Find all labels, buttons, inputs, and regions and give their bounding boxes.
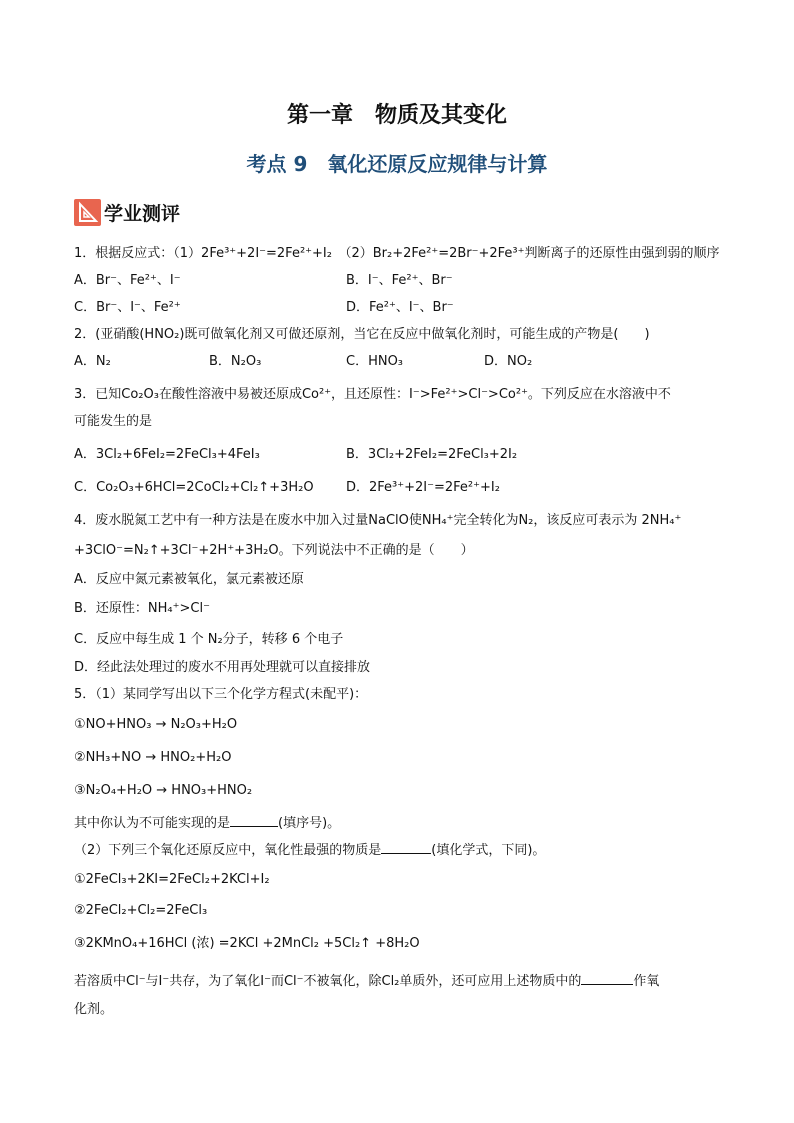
q5-final-line2: 化剂。	[74, 1002, 114, 1017]
q4-stem-line1: 4．废水脱氮工艺中有一种方法是在废水中加入过量NaClO使NH₄⁺完全转化为N₂，该反应可表示为 2NH₄⁺	[74, 513, 682, 528]
q1-option-d: D．Fe²⁺、I⁻、Br⁻	[346, 300, 454, 315]
q2-option-c: C．HNO₃	[346, 354, 404, 369]
q1-option-c: C．Br⁻、I⁻、Fe²⁺	[74, 300, 181, 315]
q2-option-b: B．N₂O₃	[209, 354, 262, 369]
q5-part2-suffix: (填化学式，下同)。	[431, 843, 546, 858]
topic-subtitle: 考点 9 氧化还原反应规律与计算	[246, 152, 548, 176]
q5-reaction-1: ①2FeCl₃+2KI=2FeCl₂+2KCl+I₂	[74, 872, 270, 887]
q3-option-d: D．2Fe³⁺+2I⁻=2Fe²⁺+I₂	[346, 480, 500, 495]
answer-blank-2[interactable]	[381, 841, 431, 854]
triangle-ruler-icon	[74, 199, 101, 226]
q5-final-prefix: 若溶质中Cl⁻与I⁻共存，为了氧化I⁻而Cl⁻不被氧化，除Cl₂单质外，还可应用上述物质中的	[74, 974, 582, 989]
q4-option-a: A．反应中氮元素被氧化，氯元素被还原	[74, 572, 304, 587]
chapter-title: 第一章 物质及其变化	[286, 103, 507, 128]
q5-reaction-2: ②2FeCl₂+Cl₂=2FeCl₃	[74, 903, 208, 918]
q5-ask1-prefix: 其中你认为不可能实现的是	[74, 816, 231, 831]
section-title: 学业测评	[104, 203, 181, 225]
q3-option-a: A．3Cl₂+6FeI₂=2FeCl₃+4FeI₃	[74, 447, 260, 462]
q4-option-b: B．还原性：NH₄⁺>Cl⁻	[74, 601, 210, 616]
q4-option-c: C．反应中每生成 1 个 N₂分子，转移 6 个电子	[74, 632, 344, 647]
q5-ask1-suffix: (填序号)。	[278, 816, 341, 831]
q5-intro: 5．（1）某同学写出以下三个化学方程式(未配平)：	[74, 687, 368, 702]
q2-stem: 2．(亚硝酸(HNO₂)既可做氧化剂又可做还原剂，当它在反应中做氧化剂时，可能生成的产物是( )	[74, 327, 650, 342]
q1-stem: 1．根据反应式：（1）2Fe³⁺+2I⁻=2Fe²⁺+I₂ （2）Br₂+2Fe²⁺=2Br⁻+2Fe³⁺判断离子的还原性由强到弱的顺序	[74, 246, 720, 261]
q5-final-question	[74, 972, 659, 991]
q1-option-b: B．I⁻、Fe²⁺、Br⁻	[346, 273, 453, 288]
q5-reaction-3: ③2KMnO₄+16HCl (浓) =2KCl +2MnCl₂ +5Cl₂↑ +8H₂O	[74, 936, 420, 951]
q5-part2	[74, 841, 545, 860]
q4-stem-line2: +3ClO⁻=N₂↑+3Cl⁻+2H⁺+3H₂O。下列说法中不正确的是（ ）	[74, 543, 474, 558]
q5-final-suffix: 作氧	[633, 974, 660, 989]
q3-stem-line1: 3．已知Co₂O₃在酸性溶液中易被还原成Co²⁺，且还原性：I⁻>Fe²⁺>Cl⁻>Co²⁺。下列反应在水溶液中不	[74, 387, 671, 402]
q2-option-d: D．NO₂	[484, 354, 533, 369]
q5-equation-2: ②NH₃+NO → HNO₂+H₂O	[74, 750, 232, 765]
q5-equation-3: ③N₂O₄+H₂O → HNO₃+HNO₂	[74, 783, 253, 798]
q4-option-d: D．经此法处理过的废水不用再处理就可以直接排放	[74, 660, 371, 675]
answer-blank-1[interactable]	[230, 814, 278, 827]
q1-option-a: A．Br⁻、Fe²⁺、I⁻	[74, 273, 181, 288]
q3-stem-line2: 可能发生的是	[74, 414, 153, 429]
q3-option-c: C．Co₂O₃+6HCl=2CoCl₂+Cl₂↑+3H₂O	[74, 480, 314, 495]
q2-option-a: A．N₂	[74, 354, 111, 369]
answer-blank-3[interactable]	[581, 972, 633, 985]
q5-part2-prefix: （2）下列三个氧化还原反应中，氧化性最强的物质是	[74, 843, 382, 858]
q5-equation-1: ①NO+HNO₃ → N₂O₃+H₂O	[74, 717, 238, 732]
q5-ask1	[74, 814, 340, 833]
q3-option-b: B．3Cl₂+2FeI₂=2FeCl₃+2I₂	[346, 447, 518, 462]
